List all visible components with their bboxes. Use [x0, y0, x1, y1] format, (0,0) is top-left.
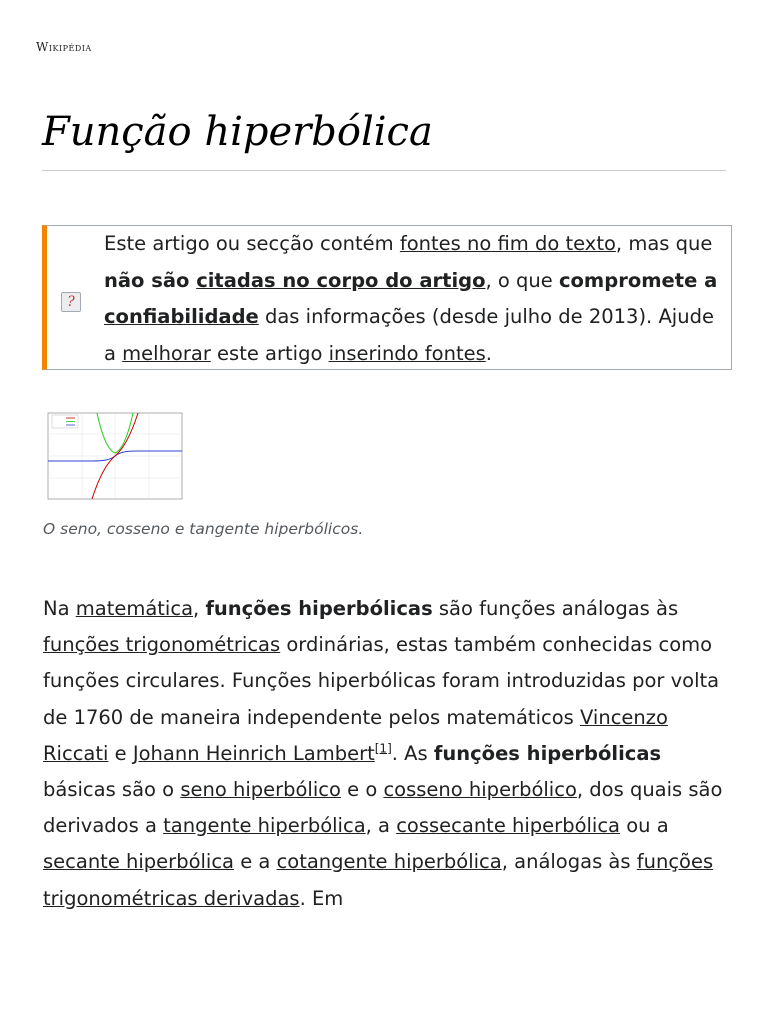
question-mark-icon: ?	[61, 292, 81, 312]
notice-text-2: , mas que	[615, 232, 713, 255]
text-run: e	[108, 741, 133, 765]
notice-text-1: Este artigo ou secção contém	[104, 232, 400, 255]
link-seno-hiperbolico[interactable]: seno hiperbólico	[180, 778, 341, 802]
link-citadas-no-corpo[interactable]: citadas no corpo do artigo	[196, 268, 486, 292]
link-funcoes-trigonometricas[interactable]: funções trigonométricas	[43, 633, 281, 657]
link-cossecante-hiperbolica[interactable]: cossecante hiperbólica	[396, 814, 621, 838]
link-fontes-no-fim-do-texto[interactable]: fontes no fim do texto	[399, 232, 616, 255]
notice-text-4: das informações (desde julho de 2013). Ajude a	[104, 305, 714, 365]
text-run: ,	[193, 597, 206, 620]
link-funcoes-trigonometricas-derivadas[interactable]: funções trigonométricas derivadas	[43, 850, 714, 910]
link-inserindo-fontes[interactable]: inserindo fontes	[328, 341, 486, 365]
text-run: e o	[340, 778, 384, 802]
page-title: Função hiperbólica	[42, 109, 433, 155]
link-tangente-hiperbolica[interactable]: tangente hiperbólica	[163, 814, 366, 838]
text-run: . Em	[299, 886, 344, 910]
text-run: , análogas às	[501, 850, 637, 874]
image-caption: O seno, cosseno e tangente hiperbólicos.	[43, 520, 364, 538]
notice-text-6: .	[485, 341, 492, 365]
text-run: Na	[43, 597, 76, 620]
link-cotangente-hiperbolica[interactable]: cotangente hiperbólica	[276, 850, 502, 874]
hyperbolic-functions-image[interactable]	[42, 410, 184, 502]
text-run: , a	[365, 814, 397, 838]
text-run: ordinárias, estas também conhecidas como funções circulares. Funções hiperbólicas foram introduzidas por volta de 1760 de maneira independente pelos matemáticos	[43, 633, 720, 729]
wikipedia-logo[interactable]: Wikipédia	[36, 40, 92, 54]
link-matematica[interactable]: matemática	[75, 597, 194, 620]
bold-funcoes-hiperbolicas-2: funções hiperbólicas	[433, 741, 662, 765]
intro-paragraph	[43, 591, 733, 917]
notice-bold-1: não são	[104, 268, 197, 292]
text-run: e a	[234, 850, 277, 874]
reference-1[interactable]: [1]	[374, 741, 392, 756]
text-run: básicas são o	[43, 778, 181, 802]
link-confiabilidade[interactable]: confiabilidade	[104, 305, 259, 328]
sources-notice-box	[42, 225, 732, 370]
text-run: , dos quais são derivados a	[43, 778, 723, 838]
link-secante-hiperbolica[interactable]: secante hiperbólica	[43, 850, 235, 874]
bold-funcoes-hiperbolicas: funções hiperbólicas	[205, 597, 433, 620]
text-run: . As	[391, 741, 434, 765]
notice-text-3: , o que	[485, 268, 559, 292]
text-run: ou a	[620, 814, 669, 838]
notice-text	[104, 226, 729, 372]
link-johann-heinrich-lambert[interactable]: Johann Heinrich Lambert	[132, 741, 375, 765]
link-melhorar[interactable]: melhorar	[122, 341, 211, 365]
hyperbolic-graph-svg	[42, 410, 184, 502]
link-cosseno-hiperbolico[interactable]: cosseno hiperbólico	[383, 778, 577, 802]
link-vincenzo-riccati[interactable]: Vincenzo Riccati	[43, 705, 668, 765]
text-run: são funções análogas às	[432, 597, 679, 620]
notice-text-5: este artigo	[210, 341, 329, 365]
notice-bold-2: compromete a	[558, 268, 718, 292]
title-divider	[42, 170, 726, 171]
